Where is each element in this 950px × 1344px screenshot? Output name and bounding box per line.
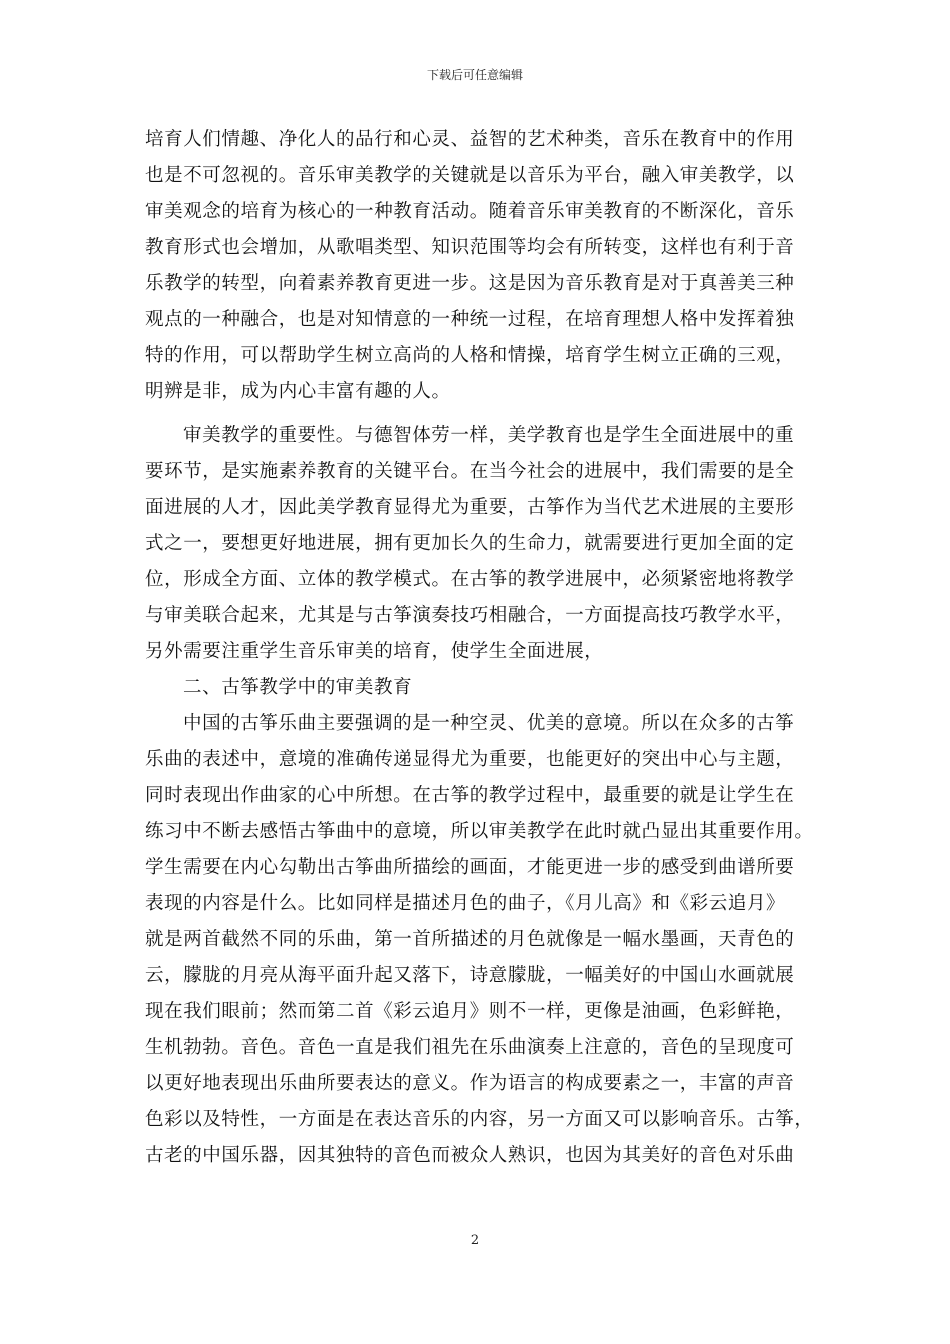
section-heading: 二、古筝教学中的审美教育 — [183, 677, 413, 698]
body-line: 生机勃勃。音色。音色一直是我们祖先在乐曲演奏上注意的，音色的呈现度可 — [145, 1037, 795, 1058]
body-line: 观点的一种融合，也是对知情意的一种统一过程，在培育理想人格中发挥着独 — [145, 309, 795, 330]
body-line: 同时表现出作曲家的心中所想。在古筝的教学过程中，最重要的就是让学生在 — [145, 785, 795, 806]
body-line: 就是两首截然不同的乐曲，第一首所描述的月色就像是一幅水墨画，天青色的 — [145, 929, 795, 950]
body-line: 云，朦胧的月亮从海平面升起又落下，诗意朦胧，一幅美好的中国山水画就展 — [145, 965, 795, 986]
body-line: 教育形式也会增加，从歌唱类型、知识范围等均会有所转变，这样也有利于音 — [145, 237, 795, 258]
body-line: 审美观念的培育为核心的一种教育活动。随着音乐审美教育的不断深化，音乐 — [145, 201, 795, 222]
body-line: 乐曲的表述中，意境的准确传递显得尤为重要，也能更好的突出中心与主题， — [145, 749, 795, 770]
body-line: 面进展的人才，因此美学教育显得尤为重要，古筝作为当代艺术进展的主要形 — [145, 497, 795, 518]
body-line: 特的作用，可以帮助学生树立高尚的人格和情操，培育学生树立正确的三观， — [145, 345, 795, 366]
body-line: 另外需要注重学生音乐审美的培育，使学生全面进展， — [145, 641, 604, 662]
body-line: 位，形成全方面、立体的教学模式。在古筝的教学进展中，必须紧密地将教学 — [145, 569, 795, 590]
body-line: 学生需要在内心勾勒出古筝曲所描绘的画面，才能更进一步的感受到曲谱所要 — [145, 857, 795, 878]
body-line: 练习中不断去感悟古筝曲中的意境，所以审美教学在此时就凸显出其重要作用。 — [145, 821, 814, 842]
body-line: 乐教学的转型，向着素养教育更进一步。这是因为音乐教育是对于真善美三种 — [145, 273, 795, 294]
body-line: 要环节，是实施素养教育的关键平台。在当今社会的进展中，我们需要的是全 — [145, 461, 795, 482]
body-line: 培育人们情趣、净化人的品行和心灵、益智的艺术种类，音乐在教育中的作用 — [145, 129, 795, 150]
body-line: 也是不可忽视的。音乐审美教学的关键就是以音乐为平台，融入审美教学，以 — [145, 165, 795, 186]
body-line: 明辨是非，成为内心丰富有趣的人。 — [145, 381, 451, 402]
body-line: 中国的古筝乐曲主要强调的是一种空灵、优美的意境。所以在众多的古筝 — [183, 713, 795, 734]
body-line: 古老的中国乐器，因其独特的音色而被众人熟识，也因为其美好的音色对乐曲 — [145, 1145, 795, 1166]
body-line: 审美教学的重要性。与德智体劳一样，美学教育也是学生全面进展中的重 — [183, 425, 795, 446]
body-line: 现在我们眼前；然而第二首《彩云追月》则不一样，更像是油画，色彩鲜艳， — [145, 1001, 795, 1022]
page-number: 2 — [470, 1233, 480, 1248]
body-line: 色彩以及特性，一方面是在表达音乐的内容，另一方面又可以影响音乐。古筝， — [145, 1109, 814, 1130]
body-line: 与审美联合起来，尤其是与古筝演奏技巧相融合，一方面提高技巧教学水平， — [145, 605, 795, 626]
body-line: 式之一，要想更好地进展，拥有更加长久的生命力，就需要进行更加全面的定 — [145, 533, 795, 554]
page-header: 下载后可任意编辑 — [426, 68, 523, 82]
body-line: 表现的内容是什么。比如同样是描述月色的曲子，《月儿高》和《彩云追月》 — [145, 893, 786, 914]
body-line: 以更好地表现出乐曲所要表达的意义。作为语言的构成要素之一，丰富的声音 — [145, 1073, 795, 1094]
